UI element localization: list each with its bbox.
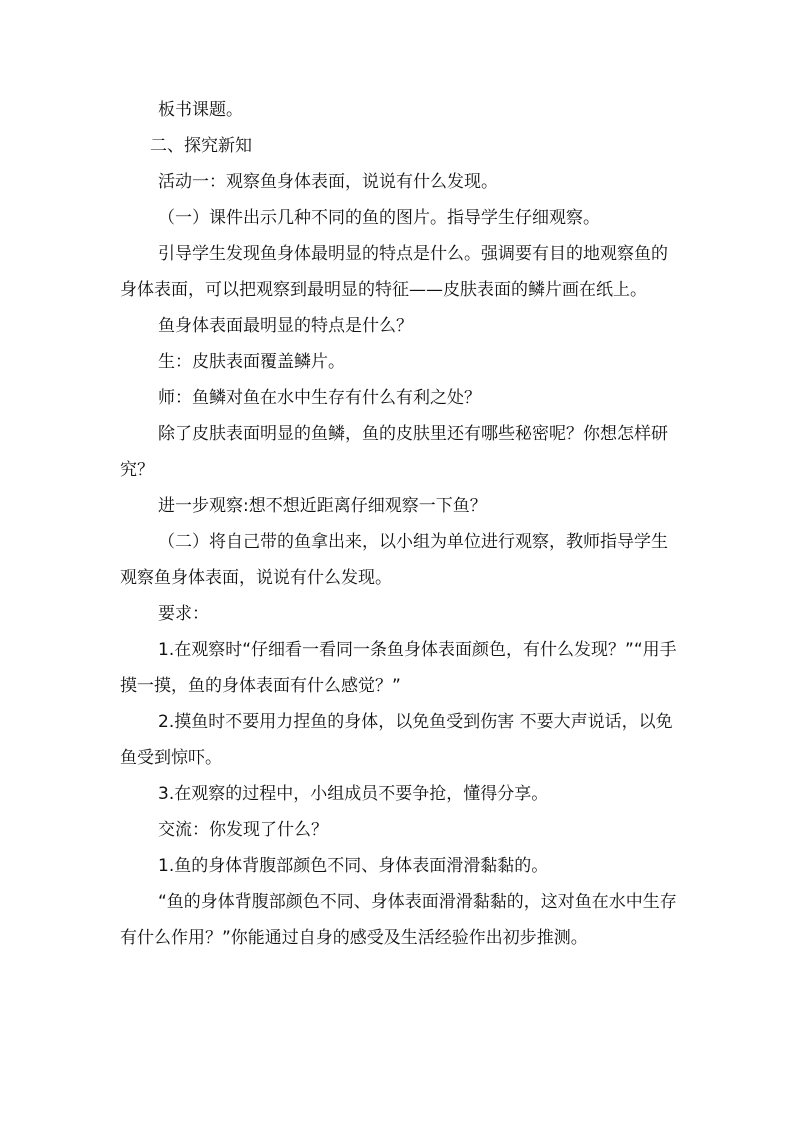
paragraph-7: 生：皮肤表面覆盖鳞片。 — [158, 352, 345, 372]
requirement-1: 1.在观察时“仔细看一看同一条鱼身体表面颜色，有什么发现？”“用手摸一摸，鱼的身体表面有什么感觉？” — [120, 640, 677, 696]
requirement-3: 3.在观察的过程中，小组成员不要争抢，懂得分享。 — [158, 784, 549, 804]
paragraph-11: （二）将自己带的鱼拿出来，以小组为单位进行观察，教师指导学生观察鱼身体表面，说说有什么发现。 — [120, 532, 668, 588]
paragraph-18: “鱼的身体背腹部颜色不同、身体表面滑滑黏黏的，这对鱼在水中生存有什么作用？”你能通过自身的感受及生活经验作出初步推测。 — [120, 892, 677, 948]
paragraph-5: 引导学生发现鱼身体最明显的特点是什么。强调要有目的地观察鱼的身体表面，可以把观察到最明显的特征——皮肤表面的鳞片画在纸上。 — [120, 244, 668, 300]
paragraph-9: 除了皮肤表面明显的鱼鳞，鱼的皮肤里还有哪些秘密呢？你想怎样研究？ — [120, 424, 668, 480]
paragraph-4: （一）课件出示几种不同的鱼的图片。指导学生仔细观察。 — [158, 208, 600, 228]
document-page — [120, 92, 680, 956]
activity-heading: 活动一：观察鱼身体表面，说说有什么发现。 — [158, 172, 498, 192]
requirements-heading: 要求： — [158, 604, 209, 624]
exchange-heading: 交流：你发现了什么？ — [158, 820, 328, 840]
requirement-2: 2.摸鱼时不要用力捏鱼的身体，以免鱼受到伤害 不要大声说话，以免鱼受到惊吓。 — [120, 712, 673, 768]
paragraph-8: 师：鱼鳞对鱼在水中生存有什么有利之处？ — [158, 388, 481, 408]
paragraph-6: 鱼身体表面最明显的特点是什么？ — [158, 316, 413, 336]
section-heading: 二、探究新知 — [150, 136, 252, 156]
finding-1: 1.鱼的身体背腹部颜色不同、身体表面滑滑黏黏的。 — [158, 856, 549, 876]
paragraph-10: 进一步观察:想不想近距离仔细观察一下鱼？ — [158, 496, 487, 516]
paragraph-1: 板书课题。 — [158, 100, 243, 120]
